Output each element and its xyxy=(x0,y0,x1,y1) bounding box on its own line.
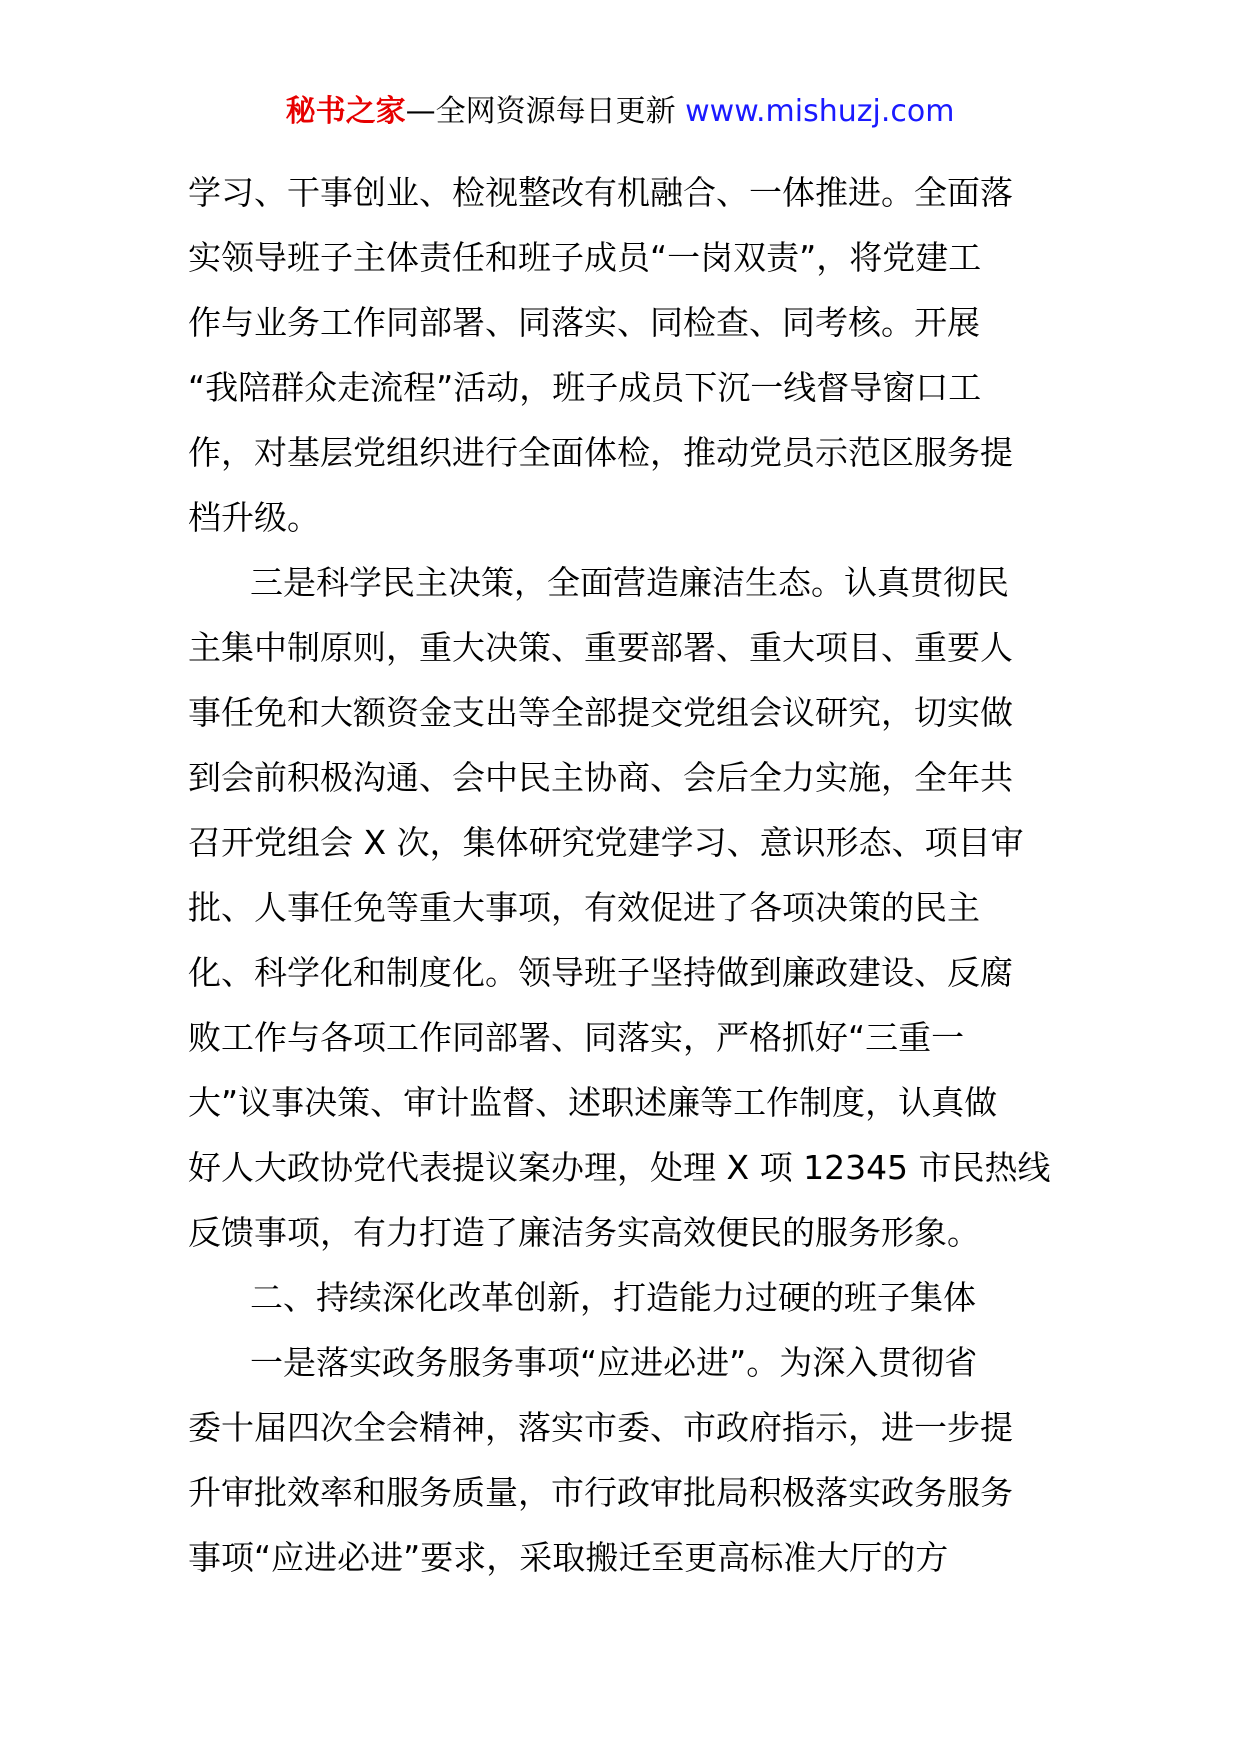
text-line: 档升级。 xyxy=(188,498,320,537)
text-line: 批、人事任免等重大事项，有效促进了各项决策的民主 xyxy=(188,888,980,927)
text-line: “我陪群众走流程”活动，班子成员下沉一线督导窗口工 xyxy=(188,368,982,407)
text-line: 作，对基层党组织进行全面体检，推动党员示范区服务提 xyxy=(188,433,1013,472)
site-header xyxy=(0,92,1240,132)
text-line: 实领导班子主体责任和班子成员“一岗双责”，将党建工 xyxy=(188,238,982,277)
text-line: 大”议事决策、审计监督、述职述廉等工作制度，认真做 xyxy=(188,1083,998,1122)
text-line: 升审批效率和服务质量，市行政审批局积极落实政务服务 xyxy=(188,1473,1013,1512)
text-line: 败工作与各项工作同部署、同落实，严格抓好“三重一 xyxy=(188,1018,965,1057)
text-line: 委十届四次全会精神，落实市委、市政府指示，进一步提 xyxy=(188,1408,1013,1447)
text-line: 反馈事项，有力打造了廉洁务实高效便民的服务形象。 xyxy=(188,1213,980,1252)
text-line: 作与业务工作同部署、同落实、同检查、同考核。开展 xyxy=(188,303,980,342)
text-line: 到会前积极沟通、会中民主协商、会后全力实施，全年共 xyxy=(188,758,1013,797)
text-line: 好人大政协党代表提议案办理，处理 X 项 12345 市民热线 xyxy=(188,1148,1051,1187)
text-line: 三是科学民主决策，全面营造廉洁生态。认真贯彻民 xyxy=(250,563,1009,602)
text-line: 主集中制原则，重大决策、重要部署、重大项目、重要人 xyxy=(188,628,1013,667)
text-line: 召开党组会 X 次，集体研究党建学习、意识形态、项目审 xyxy=(188,823,1024,862)
text-line: 一是落实政务服务事项“应进必进”。为深入贯彻省 xyxy=(250,1343,978,1382)
text-line: 事任免和大额资金支出等全部提交党组会议研究，切实做 xyxy=(188,693,1013,732)
text-line: 事项“应进必进”要求，采取搬迁至更高标准大厅的方 xyxy=(188,1538,949,1577)
site-brand: 秘书之家 xyxy=(285,94,406,129)
text-line: 二、持续深化改革创新，打造能力过硬的班子集体 xyxy=(250,1278,976,1317)
document-body xyxy=(188,160,1060,1590)
text-line: 化、科学化和制度化。领导班子坚持做到廉政建设、反腐 xyxy=(188,953,1013,992)
site-url-link[interactable]: www.mishuzj.com xyxy=(685,94,955,129)
text-line: 学习、干事创业、检视整改有机融合、一体推进。全面落 xyxy=(188,173,1013,212)
site-tagline: —全网资源每日更新 xyxy=(405,94,686,129)
